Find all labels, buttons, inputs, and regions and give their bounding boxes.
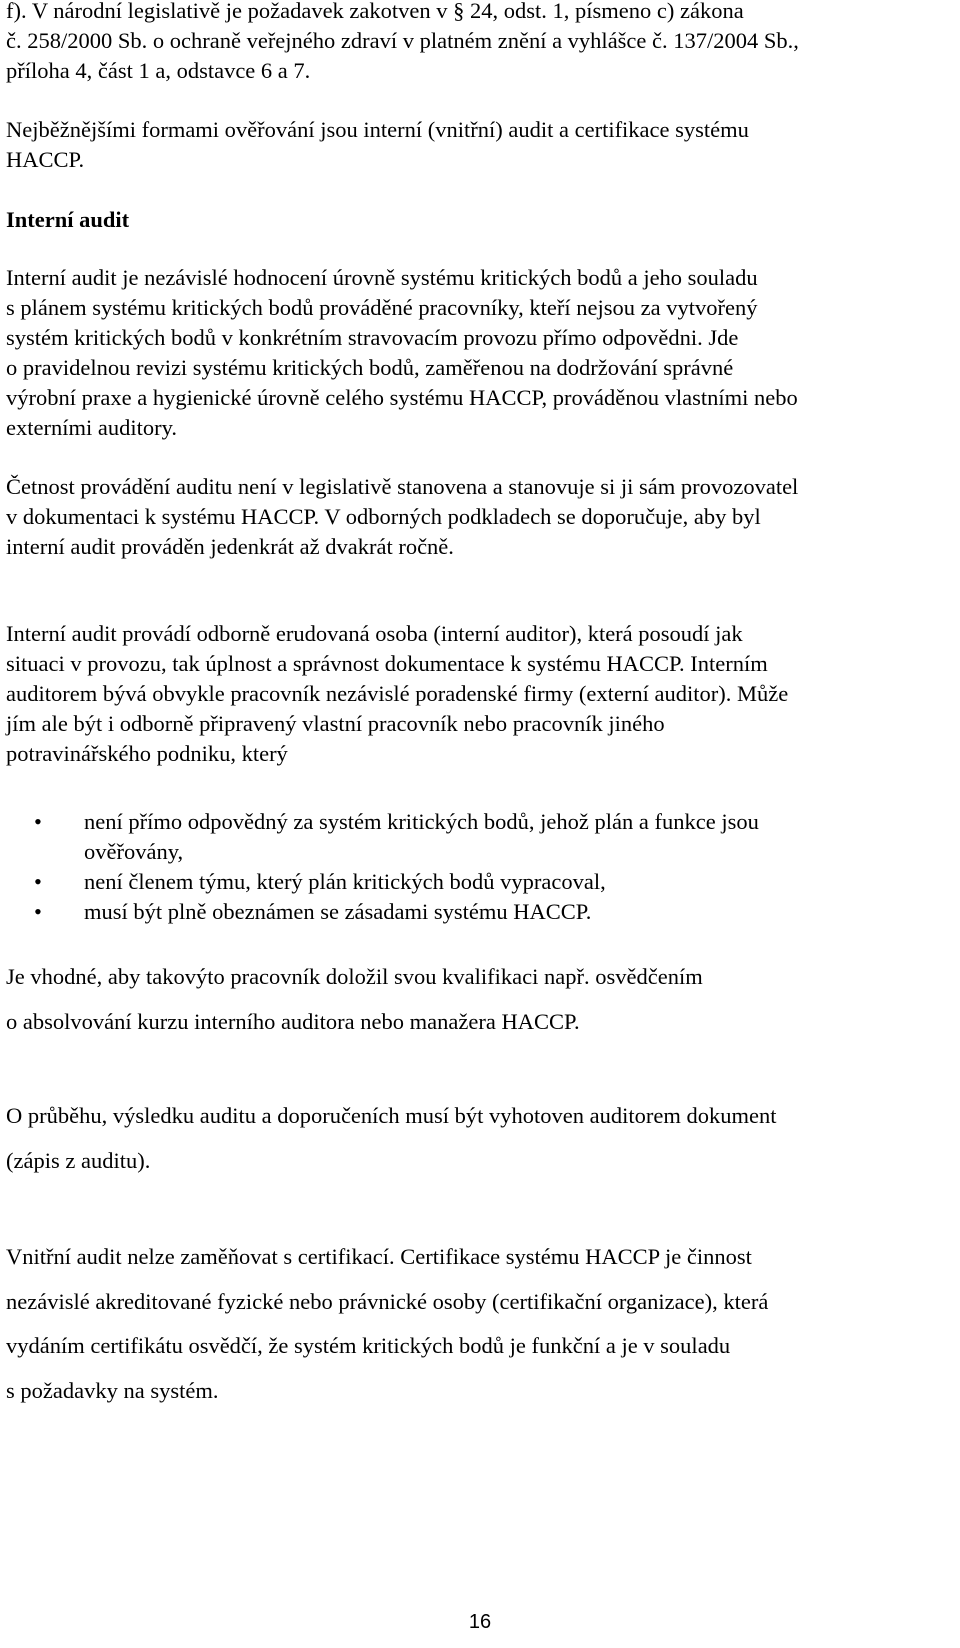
list-item: • není přímo odpovědný za systém kritických bodů, jehož plán a funkce jsou ověřovány, (6, 807, 836, 867)
text-line: Je vhodné, aby takovýto pracovník doložil svou kvalifikaci např. osvědčením (6, 964, 703, 989)
text-line: interní audit prováděn jedenkrát až dvakrát ročně. (6, 534, 454, 559)
text-line: s požadavky na systém. (6, 1377, 219, 1403)
list-item: • musí být plně obeznámen se zásadami systému HACCP. (6, 897, 836, 927)
requirements-list (6, 807, 836, 927)
text-line: o absolvování kurzu interního auditora nebo manažera HACCP. (6, 1008, 580, 1034)
text-line: externími auditory. (6, 415, 177, 440)
frequency-paragraph (6, 472, 798, 562)
page-number: 16 (468, 1611, 492, 1633)
text-line: situaci v provozu, tak úplnost a správnost dokumentace k systému HACCP. Interním (6, 651, 768, 676)
text-line: potravinářského podniku, který (6, 741, 288, 766)
list-item: • není členem týmu, který plán kritických bodů vypracoval, (6, 867, 836, 897)
text-line: výrobní praxe a hygienické úrovně celého systému HACCP, prováděnou vlastními nebo (6, 385, 798, 410)
text-line: Interní audit provádí odborně erudovaná osoba (interní auditor), která posoudí jak (6, 621, 743, 646)
text-line: O průběhu, výsledku auditu a doporučeních musí být vyhotoven auditorem dokument (6, 1103, 777, 1128)
report-paragraph (6, 1094, 776, 1183)
qualification-paragraph (6, 955, 703, 1044)
verification-paragraph (6, 115, 749, 175)
text-line: v dokumentaci k systému HACCP. V odborných podkladech se doporučuje, aby byl (6, 504, 761, 529)
text-line: (zápis z auditu). (6, 1147, 151, 1173)
text-line: auditorem bývá obvykle pracovník nezávislé poradenské firmy (externí auditor). Může (6, 681, 789, 706)
text-line: nezávislé akreditované fyzické nebo právnické osoby (certifikační organizace), která (6, 1288, 769, 1314)
text-line: Nejběžnějšími formami ověřování jsou interní (vnitřní) audit a certifikace systému (6, 117, 749, 142)
text-line: s plánem systému kritických bodů prováděné pracovníky, kteří nejsou za vytvořený (6, 295, 758, 320)
legislation-paragraph (6, 0, 799, 86)
auditor-paragraph (6, 619, 788, 769)
text-line: č. 258/2000 Sb. o ochraně veřejného zdraví v platném znění a vyhlášce č. 137/2004 Sb., (6, 28, 799, 53)
section-heading: Interní audit (6, 207, 130, 232)
text-line: systém kritických bodů v konkrétním stravovacím provozu přímo odpovědni. Jde (6, 325, 739, 350)
certification-paragraph (6, 1235, 768, 1413)
definition-paragraph (6, 263, 798, 443)
text-line: jím ale být i odborně připravený vlastní pracovník nebo pracovník jiného (6, 711, 665, 736)
text-line: Vnitřní audit nelze zaměňovat s certifikací. Certifikace systému HACCP je činnost (6, 1244, 752, 1269)
text-line: vydáním certifikátu osvědčí, že systém kritických bodů je funkční a je v souladu (6, 1333, 731, 1358)
text-line: f). V národní legislativě je požadavek zakotven v § 24, odst. 1, písmeno c) zákona (6, 0, 744, 23)
text-line: Četnost provádění auditu není v legislativě stanovena a stanovuje si ji sám provozovatel (6, 474, 799, 499)
text-line: Interní audit je nezávislé hodnocení úrovně systému kritických bodů a jeho souladu (6, 265, 758, 290)
text-line: příloha 4, část 1 a, odstavce 6 a 7. (6, 58, 311, 83)
text-line: o pravidelnou revizi systému kritických bodů, zaměřenou na dodržování správné (6, 355, 734, 380)
text-line: HACCP. (6, 147, 85, 172)
